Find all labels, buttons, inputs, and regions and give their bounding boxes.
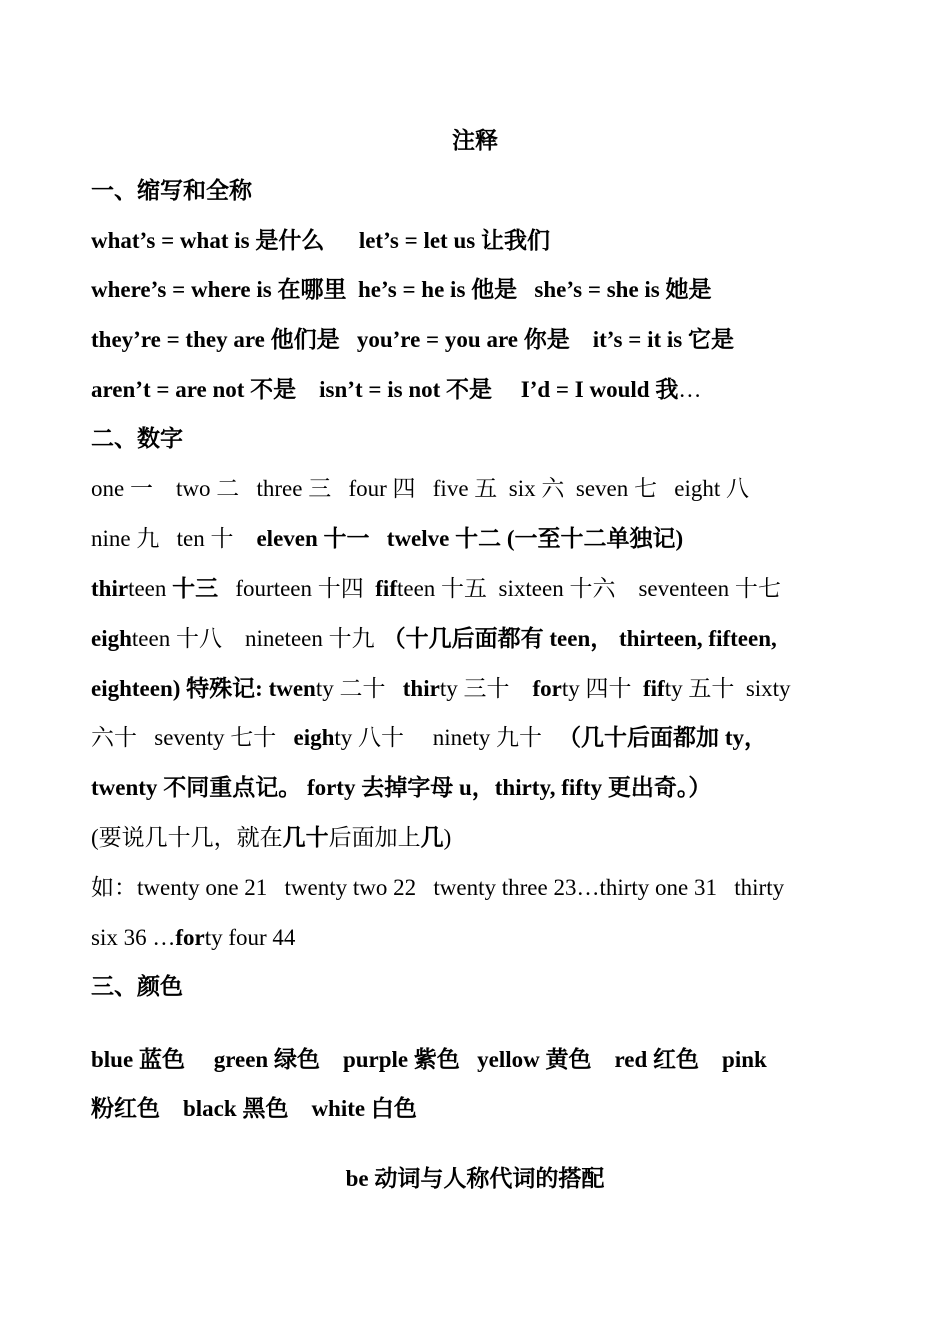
text-segment: thirteen, fifteen, (613, 626, 777, 651)
colors-line (91, 1094, 417, 1124)
numbers-line (91, 624, 777, 654)
numbers-line (91, 524, 683, 554)
text-segment: ( (501, 526, 515, 551)
text-segment: he’s = he is (346, 277, 472, 302)
text-segment: twenty (91, 775, 164, 800)
text-segment: （十几后面都有 (374, 626, 544, 652)
text-segment: 七十 (230, 725, 277, 751)
text-segment: purple (319, 1047, 414, 1072)
text-segment (386, 676, 403, 701)
text-segment: 八 (726, 476, 749, 502)
text-segment: it’s = it is (569, 327, 689, 352)
text-segment: black (160, 1096, 243, 1121)
text-segment: 白色 (370, 1096, 417, 1122)
text-segment: 紫色 (413, 1047, 460, 1073)
text-segment: nine (91, 526, 137, 551)
text-segment: 一 (129, 476, 153, 502)
text-segment: twelve (369, 526, 456, 551)
text-segment: ty (561, 676, 586, 701)
text-segment: 绿色 (273, 1047, 320, 1073)
text-segment: let’s = let us (324, 228, 481, 253)
text-segment: where’s = where is (91, 277, 278, 302)
text-segment: ninety (404, 725, 497, 750)
text-segment: what’s = what is (91, 228, 256, 253)
text-segment: for (175, 925, 205, 950)
text-segment: 四 (392, 476, 416, 502)
text-segment: 二 (216, 476, 240, 502)
text-segment: 你是 (523, 327, 570, 353)
numbers-line (91, 474, 749, 504)
text-segment: … (678, 377, 702, 402)
text-segment: 在哪里 (277, 277, 347, 303)
text-segment: nineteen (221, 626, 329, 651)
text-segment: 六 (541, 476, 565, 502)
text-segment: 十三 (172, 576, 219, 602)
text-segment: isn’t = is not (296, 377, 447, 402)
text-segment: thir (91, 576, 129, 601)
text-segment: 十四 (317, 576, 364, 602)
text-segment: 九十 (496, 725, 543, 751)
text-segment: seventeen (615, 576, 735, 601)
text-segment: 红色 (653, 1047, 700, 1073)
text-segment: two (152, 476, 217, 501)
numbers-example-line (91, 923, 295, 953)
text-segment: 不是 (446, 377, 493, 403)
text-segment: 几十 (282, 825, 329, 851)
text-segment: 让我们 (480, 228, 550, 254)
text-segment: 十五 (441, 576, 488, 602)
text-segment: ty four 44 (204, 925, 296, 950)
text-segment: ) (675, 526, 684, 551)
text-segment: three (239, 476, 309, 501)
text-segment: they’re = they are (91, 327, 271, 352)
section-heading-abbreviations: 一、缩写和全称 (91, 178, 252, 204)
numbers-line (91, 723, 767, 753)
text-segment: ty (334, 725, 359, 750)
text-segment (276, 725, 293, 750)
text-segment: forty (301, 775, 362, 800)
text-segment: eight (657, 476, 726, 501)
text-segment: 一至十二单独记 (514, 526, 676, 552)
text-segment: 十六 (569, 576, 616, 602)
abbrev-line (91, 275, 712, 305)
text-segment: you’re = you are (339, 327, 524, 352)
text-segment: : twen (255, 676, 316, 701)
text-segment: 是什么 (255, 228, 325, 254)
text-segment: 五 (474, 476, 498, 502)
text-segment: pink (699, 1047, 767, 1072)
text-segment: 十二 (455, 526, 502, 552)
text-segment: four (331, 476, 393, 501)
numbers-example-line (91, 873, 784, 903)
text-segment: eighteen) (91, 676, 187, 701)
text-segment: 二十 (339, 676, 386, 702)
text-segment: blue (91, 1047, 139, 1072)
text-segment: ty (439, 676, 464, 701)
subtitle-text: 动词与人称代词的搭配 (374, 1166, 605, 1192)
text-segment: teen (128, 576, 173, 601)
text-segment: 几 (420, 825, 444, 851)
text-segment: 更出奇。） (607, 775, 712, 801)
text-segment: ty， (719, 725, 767, 750)
text-segment: seventy (137, 725, 231, 750)
text-segment: 九 (136, 526, 160, 552)
subtitle-prefix: be (345, 1166, 375, 1191)
text-segment: 不是 (250, 377, 297, 403)
text-segment: fif (375, 576, 397, 601)
text-segment: twenty one 21 twenty two 22 twenty three 23…thirty one 31 thirty (137, 875, 785, 900)
text-segment: 它是 (688, 327, 735, 353)
text-segment: 五十 (688, 676, 735, 702)
abbrev-line (91, 226, 550, 256)
text-segment: thir (402, 676, 440, 701)
text-segment: 十八 (175, 626, 222, 652)
text-segment: one (91, 476, 130, 501)
text-segment: ) (443, 825, 452, 850)
text-segment: 粉红色 (91, 1096, 160, 1122)
text-segment: 他们是 (270, 327, 340, 353)
text-segment: ty (664, 676, 689, 701)
text-segment (364, 576, 376, 601)
section-heading-numbers: 二、数字 (91, 426, 183, 452)
text-segment: 十七 (734, 576, 781, 602)
colors-line (91, 1045, 767, 1075)
text-segment: （几十后面都加 (542, 725, 720, 751)
text-segment: ( (91, 825, 99, 850)
text-segment: ten (159, 526, 211, 551)
abbrev-line (91, 325, 734, 355)
text-segment: 黄色 (545, 1047, 592, 1073)
text-segment: u，thirty, fifty (453, 775, 608, 800)
text-segment: she’s = she is (517, 277, 666, 302)
text-segment: 七 (634, 476, 657, 502)
numbers-line (91, 773, 711, 803)
text-segment: 十九 (328, 626, 375, 652)
text-segment: green (184, 1047, 274, 1072)
numbers-line (91, 574, 781, 604)
text-segment: 六十 (91, 725, 137, 751)
text-segment: 四十 (585, 676, 632, 702)
text-segment: 蓝色 (138, 1047, 185, 1073)
text-segment: sixteen (487, 576, 570, 601)
text-segment: 后面加上 (328, 825, 421, 851)
text-segment: fif (642, 676, 665, 701)
text-segment: ty (315, 676, 340, 701)
abbrev-line (91, 375, 701, 405)
text-segment: seven (564, 476, 634, 501)
text-segment: 八十 (358, 725, 405, 751)
text-segment: eigh (293, 725, 335, 750)
text-segment: teen (396, 576, 442, 601)
text-segment: eigh (91, 626, 132, 651)
page-title: 注释 (452, 128, 498, 154)
numbers-line (91, 674, 791, 704)
text-segment: 十一 (323, 526, 370, 552)
section-heading-colors: 三、颜色 (91, 974, 183, 1000)
text-segment: 我 (655, 377, 679, 403)
text-segment: 十 (210, 526, 234, 552)
text-segment: sixty (734, 676, 791, 701)
text-segment: teen (131, 626, 176, 651)
text-segment: 三十 (463, 676, 510, 702)
numbers-note-line (91, 823, 451, 853)
text-segment: six 36 … (91, 925, 176, 950)
text-segment: six (497, 476, 542, 501)
text-segment: 如： (91, 875, 137, 901)
text-segment: five (415, 476, 475, 501)
text-segment: 三 (308, 476, 332, 502)
text-segment: aren’t = are not (91, 377, 251, 402)
text-segment: red (591, 1047, 654, 1072)
text-segment: 要说几十几，就在 (98, 825, 283, 851)
text-segment: white (288, 1096, 371, 1121)
text-segment: yellow (459, 1047, 546, 1072)
text-segment: 去掉字母 (361, 775, 454, 801)
text-segment: 黑色 (242, 1096, 289, 1122)
text-segment: 她是 (665, 277, 712, 303)
text-segment (509, 676, 532, 701)
text-segment: 他是 (471, 277, 518, 303)
text-segment: 特殊记 (186, 676, 256, 702)
text-segment: 不同重点记。 (163, 775, 302, 801)
text-segment: eleven (233, 526, 324, 551)
text-segment: for (532, 676, 562, 701)
text-segment (631, 676, 643, 701)
text-segment: teen， (543, 626, 614, 651)
text-segment: I’d = I would (492, 377, 656, 402)
subtitle (91, 1164, 859, 1194)
text-segment: fourteen (218, 576, 318, 601)
